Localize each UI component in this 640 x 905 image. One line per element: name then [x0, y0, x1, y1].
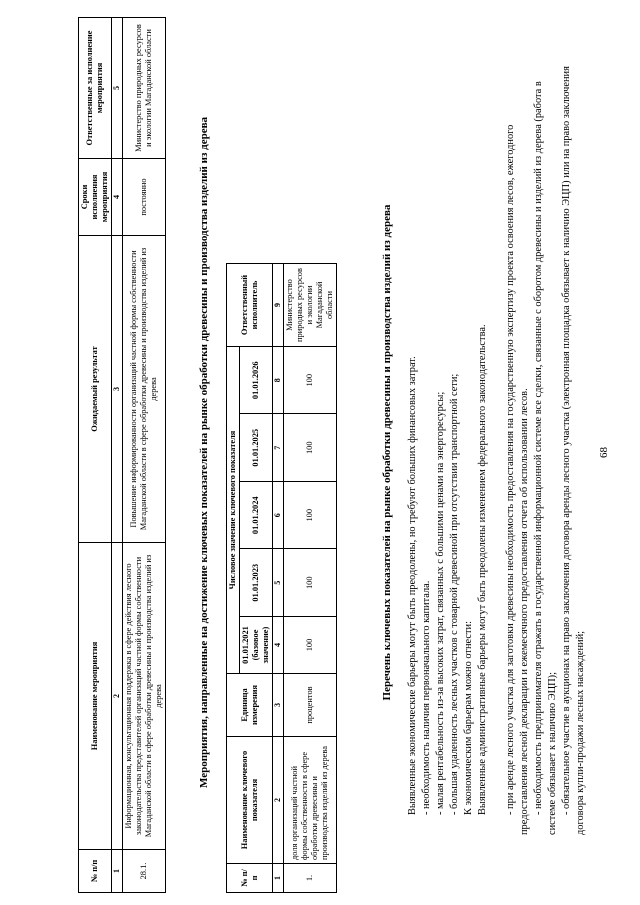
header-responsible: Ответственный исполнитель — [227, 264, 273, 347]
column-number: 1 — [273, 864, 284, 893]
column-number: 9 — [273, 264, 284, 347]
column-number: 3 — [112, 236, 123, 543]
column-number: 2 — [273, 737, 284, 864]
header-date: 01.01.2021 (базовое значение) — [240, 617, 273, 674]
header-result: Ожидаемый результат — [79, 236, 112, 543]
paragraph: - малая рентабельность из-за высоких затрат, связанных с большими ценами на энергоресурсы; — [435, 391, 446, 815]
paragraph: К экономическим барьерам можно отнести: — [463, 621, 474, 815]
row-name: доля организаций частной формы собственности в сфере обработки древесины и производства изделий из дерева — [284, 737, 337, 864]
row-name: Информационная, консультационная поддержка в сфере действия лесного законодательства представителей организаций частной формы собственности Магаданской области в сфере обработки древесины и производства изделий из дерева — [123, 543, 166, 850]
paragraph: - обязательное участие в аукционах на право заключения договора аренды лесного участка (электронная площадка обязывает к наличию ЭЦП) или на право заключения договора купли-продажи лесных насаждений; — [561, 66, 586, 835]
header-deadline: Сроки исполнения мероприятия — [79, 159, 112, 236]
column-number: 2 — [112, 543, 123, 850]
header-values-group: Числовое значение ключевого показателя — [227, 347, 240, 674]
row-result: Повышение информированности организаций частной формы собственности Магаданской области в сфере обработки древесины и производства изделий из дерева — [123, 236, 166, 543]
row-value: 100 — [284, 549, 337, 617]
header-date: 01.01.2023 — [240, 549, 273, 617]
paragraph: - при аренде лесного участка для заготовки древесины необходимость предоставления на государственную экспертизу проекта освоения лесов, ежегодного предоставления лесной декларации и ежемесячного предоставления отчета об использовании лесов. — [505, 124, 530, 835]
column-number: 1 — [112, 850, 123, 893]
header-name: Наименование мероприятия — [79, 543, 112, 850]
header-date: 01.01.2025 — [240, 414, 273, 482]
paragraph: - необходимость наличия первоначального капитала. — [421, 580, 432, 815]
column-number: 4 — [112, 159, 123, 236]
column-numbers-row — [112, 18, 123, 893]
row-responsible: Министерство природных ресурсов и экологии Магаданской области — [284, 264, 337, 347]
column-numbers-row — [273, 264, 284, 893]
row-value: 100 — [284, 414, 337, 482]
column-number: 5 — [112, 18, 123, 159]
paragraph: Выявленные административные барьеры могут быть преодолены изменением федерального законодательства. — [477, 324, 488, 815]
column-number: 3 — [273, 674, 284, 737]
paragraph: - большая удаленность лесных участков с товарной древесиной при отсутствии транспортной сети; — [449, 373, 460, 815]
row-num: 28.1. — [123, 850, 166, 893]
row-value: 100 — [284, 617, 337, 674]
header-date: 01.01.2026 — [240, 347, 273, 415]
header-num: № п/п — [79, 850, 112, 893]
table-row — [284, 264, 337, 893]
row-deadline: постоянно — [123, 159, 166, 236]
key-indicators-table — [226, 263, 337, 893]
row-value: 100 — [284, 482, 337, 550]
row-value: 100 — [284, 347, 337, 415]
column-number: 8 — [273, 347, 284, 415]
header-name: Наименование ключевого показателя — [227, 737, 273, 864]
column-number: 5 — [273, 549, 284, 617]
column-number: 6 — [273, 482, 284, 550]
header-unit: Единица измерения — [227, 674, 273, 737]
page-number: 68 — [598, 447, 610, 458]
column-number: 7 — [273, 414, 284, 482]
row-responsible: Министерство природных ресурсов и экологии Магаданской области — [123, 18, 166, 159]
paragraph: - необходимость предпринимателя отражать в государственной информационной системе все сделки, связанные с оборотом древесины и изделий из дерева (работа в системе обязывает к наличию ЭЦП); — [533, 81, 558, 835]
header-responsible: Ответственные за исполнение мероприятия — [79, 18, 112, 159]
table-row — [123, 18, 166, 893]
header-num: № п/п — [227, 864, 273, 893]
row-unit: процентов — [284, 674, 337, 737]
table2-title: Мероприятия, направленные на достижение ключевых показателей на рынке обработки древесины и производства изделий из дерева — [198, 116, 210, 789]
column-number: 4 — [273, 617, 284, 674]
measures-table — [78, 17, 166, 893]
table1-title: Перечень ключевых показателей на рынке обработки древесины и производства изделий из дерева — [381, 204, 393, 701]
header-date: 01.01.2024 — [240, 482, 273, 550]
paragraph: Выявленные экономические барьеры могут быть преодолены, но требуют больших финансовых затрат. — [407, 356, 418, 815]
row-num: 1. — [284, 864, 337, 893]
